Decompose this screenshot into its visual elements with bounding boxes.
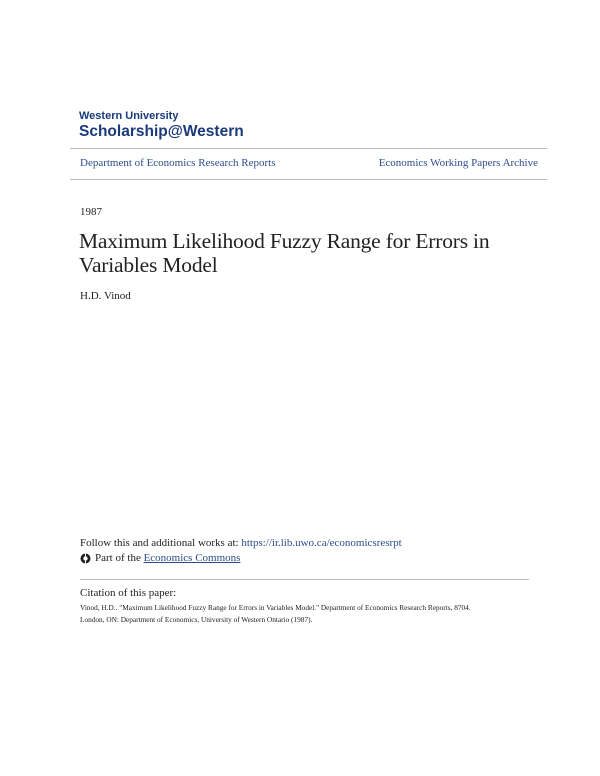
repository-name: Scholarship@Western — [79, 123, 244, 140]
series-link-working-papers[interactable]: Economics Working Papers Archive — [378, 157, 538, 169]
publication-year: 1987 — [80, 206, 102, 218]
economics-commons-link[interactable]: Economics Commons — [143, 552, 241, 564]
citation-line-2: London, ON: Department of Economics, University of Western Ontario (1987). — [80, 615, 313, 624]
citation-divider — [80, 579, 529, 580]
citation-line-1: Vinod, H.D.. "Maximum Likelihood Fuzzy Range for Errors in Variables Model." Department of Economics Research Reports, 8704. — [80, 603, 471, 612]
collection-url-link[interactable]: https://ir.lib.uwo.ca/economicsresrpt — [241, 537, 402, 549]
repository-branding[interactable] — [79, 110, 244, 141]
follow-line — [80, 537, 402, 549]
header-bottom-divider — [70, 179, 547, 180]
citation-text — [80, 602, 530, 626]
part-of-prefix: Part of the — [95, 552, 141, 564]
series-link-research-reports[interactable]: Department of Economics Research Reports — [80, 157, 276, 169]
header-top-divider — [70, 148, 547, 149]
follow-prefix: Follow this and additional works at: — [80, 537, 242, 549]
paper-title: Maximum Likelihood Fuzzy Range for Errors in Variables Model — [79, 229, 490, 277]
paper-author: H.D. Vinod — [80, 290, 131, 302]
citation-heading: Citation of this paper: — [80, 587, 177, 599]
network-icon — [80, 553, 91, 564]
institution-name: Western University — [79, 110, 179, 122]
part-of-line — [80, 552, 240, 564]
